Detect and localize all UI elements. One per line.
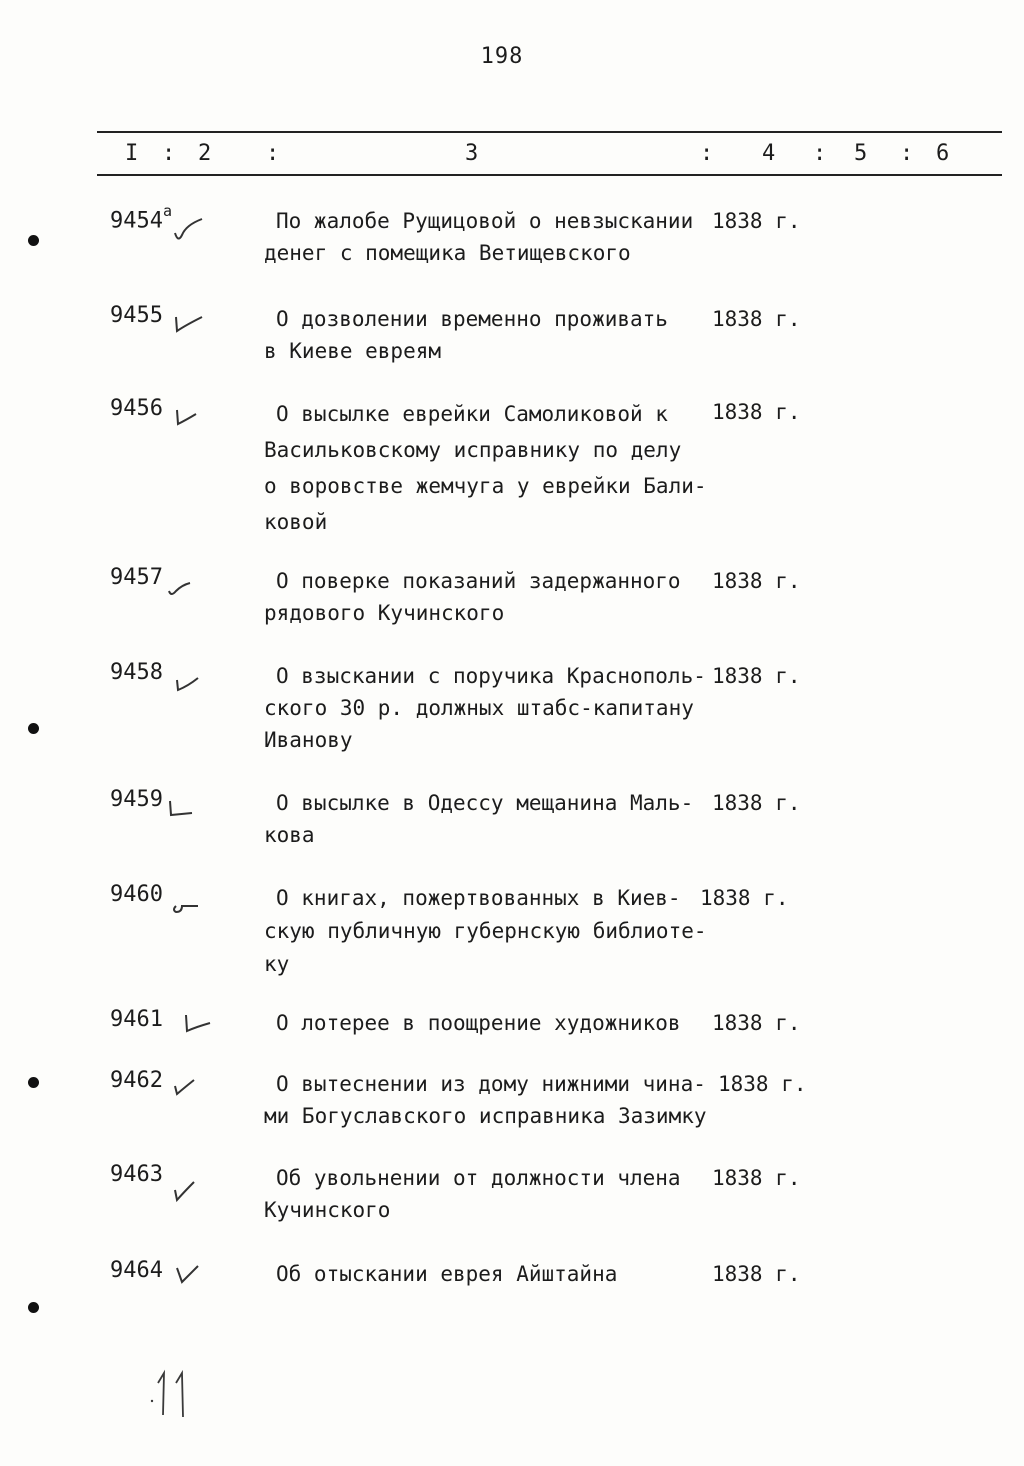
case-number: 9462 — [110, 1068, 163, 1093]
description-line: ми Богуславского исправника Зазимку — [264, 1104, 707, 1128]
case-year: 1838 г. — [712, 664, 801, 688]
description-line: Об увольнении от должности члена — [276, 1166, 681, 1190]
check-mark-icon — [172, 311, 206, 337]
case-description — [264, 396, 714, 540]
description-line: Васильковскому исправнику по делу — [264, 438, 682, 462]
description-line: в Киеве евреям — [264, 339, 442, 363]
case-number: 9459 — [110, 787, 163, 812]
case-year: 1838 г. — [718, 1072, 807, 1096]
binding-hole — [28, 723, 39, 734]
column-header-2: 2 — [198, 141, 212, 166]
description-line: О вытеснении из дому нижними чина- — [276, 1072, 706, 1096]
case-number: 9456 — [110, 396, 163, 421]
header-top-rule — [97, 131, 1002, 133]
case-number: 9463 — [110, 1162, 163, 1187]
check-mark-icon — [172, 1076, 198, 1098]
case-description — [264, 882, 714, 981]
description-line: Кучинского — [264, 1198, 391, 1222]
check-mark-icon — [172, 1178, 198, 1204]
check-mark-icon — [172, 213, 206, 243]
column-separator: : — [813, 141, 827, 166]
check-mark-icon — [174, 406, 200, 428]
case-year: 1838 г. — [712, 1262, 801, 1286]
column-header-1: I — [125, 141, 139, 166]
header-bottom-rule — [97, 174, 1002, 176]
case-year: 1838 г. — [712, 307, 801, 331]
case-number: 9460 — [110, 882, 163, 907]
column-separator: : — [900, 141, 914, 166]
case-number-value: 9454 — [110, 208, 163, 234]
case-description — [264, 1258, 714, 1290]
column-header-6: 6 — [936, 141, 950, 166]
description-line: скую публичную губернскую библиоте- — [264, 919, 707, 943]
case-year: 1838 г. — [712, 791, 801, 815]
column-separator: : — [162, 141, 176, 166]
case-description — [264, 565, 714, 629]
check-mark-icon — [174, 1264, 202, 1286]
description-line: ковой — [264, 510, 328, 534]
case-number: 9455 — [110, 303, 163, 328]
case-year: 1838 г. — [712, 400, 801, 424]
binding-hole — [28, 1302, 39, 1313]
description-line: По жалобе Рущицовой о невзыскании — [276, 209, 694, 233]
check-mark-icon — [180, 1011, 214, 1037]
column-separator: : — [266, 141, 280, 166]
description-line: рядового Кучинского — [264, 601, 505, 625]
description-line: Иванову — [264, 728, 353, 752]
check-mark-icon — [166, 797, 196, 819]
description-line: О поверке показаний задержанного — [276, 569, 681, 593]
description-line: О лотерее в поощрение художников — [276, 1011, 681, 1035]
description-line: о воровстве жемчуга у еврейки Бали- — [264, 474, 707, 498]
check-mark-icon — [174, 672, 202, 694]
case-number: 9464 — [110, 1258, 163, 1283]
case-year: 1838 г. — [712, 1166, 801, 1190]
check-mark-icon — [170, 892, 202, 914]
case-description — [264, 787, 714, 851]
column-header-4: 4 — [762, 141, 776, 166]
case-description — [264, 1162, 714, 1226]
description-line: О высылке еврейки Самоликовой к — [276, 402, 668, 426]
description-line: О взыскании с поручика Краснополь- — [276, 664, 706, 688]
case-year: 1838 г. — [712, 1011, 801, 1035]
case-description — [264, 303, 714, 367]
description-line: О высылке в Одессу мещанина Маль- — [276, 791, 694, 815]
page-number: 198 — [480, 44, 524, 69]
case-year: 1838 г. — [712, 569, 801, 593]
case-description — [264, 1068, 714, 1132]
case-year: 1838 г. — [712, 209, 801, 233]
description-line: О книгах, пожертвованных в Киев- — [276, 886, 681, 910]
description-line: ского 30 р. должных штабс-капитану — [264, 696, 694, 720]
column-header-5: 5 — [854, 141, 868, 166]
check-mark-icon — [166, 575, 194, 597]
description-line: ку — [264, 952, 290, 976]
case-number: 9461 — [110, 1007, 163, 1032]
handwritten-folio-mark — [150, 1365, 210, 1425]
case-number — [110, 202, 173, 234]
case-number: 9457 — [110, 565, 163, 590]
binding-hole — [28, 1077, 39, 1088]
case-description — [264, 205, 714, 269]
case-description — [264, 1007, 714, 1039]
case-number-suffix: а — [162, 202, 173, 220]
column-header-3: 3 — [465, 141, 479, 166]
description-line: кова — [264, 823, 315, 847]
binding-hole — [28, 235, 39, 246]
case-year: 1838 г. — [700, 886, 789, 910]
case-description — [264, 660, 714, 756]
description-line: денег с помещика Ветищевского — [264, 241, 631, 265]
case-number: 9458 — [110, 660, 163, 685]
description-line: О дозволении временно проживать — [276, 307, 668, 331]
description-line: Об отыскании еврея Айштайна — [276, 1262, 618, 1286]
column-separator: : — [700, 141, 714, 166]
